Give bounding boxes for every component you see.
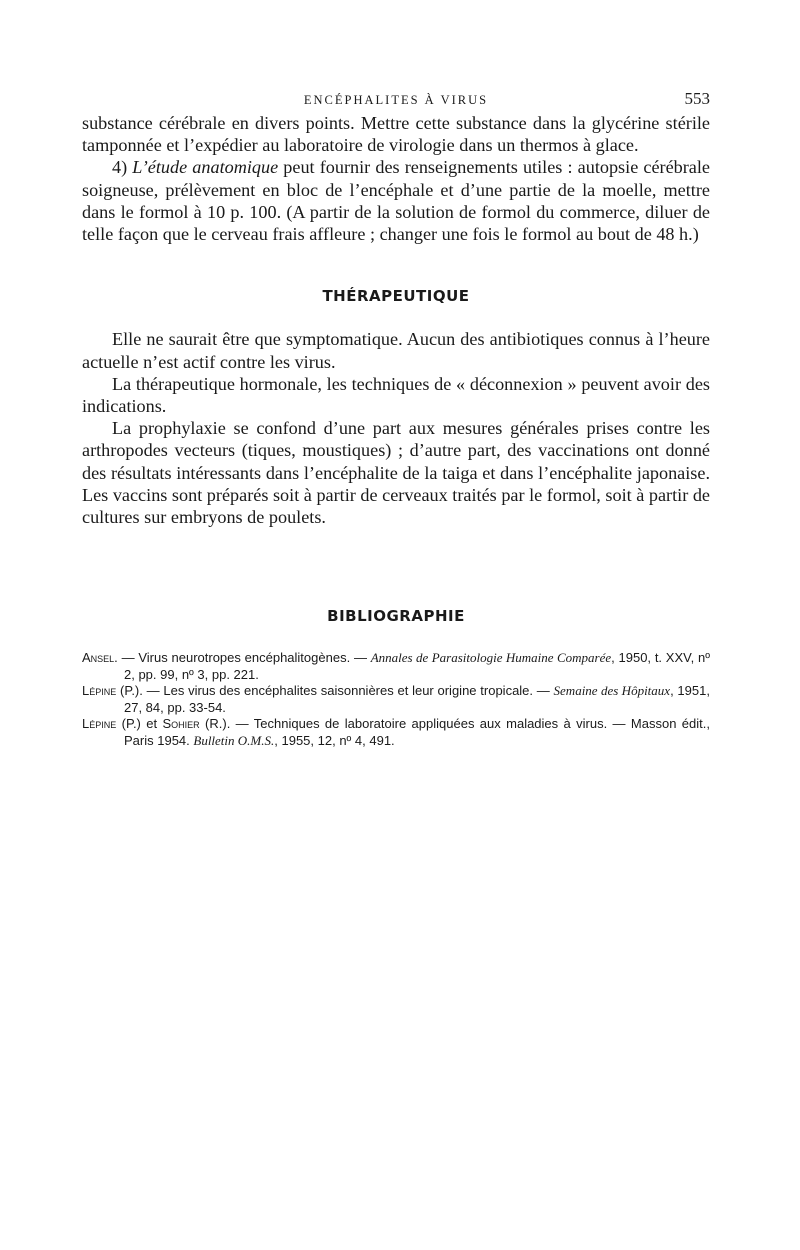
paragraph-anatomical-study: [82, 156, 710, 245]
author-name: Ansel.: [82, 650, 118, 666]
entry-text: . — Techniques de laboratoire appliquées aux maladies à virus. — Masson édit., Paris 1954.: [124, 716, 710, 748]
running-title: ENCÉPHALITES À VIRUS: [303, 93, 489, 107]
journal-title: Bulletin O.M.S.: [193, 732, 275, 748]
journal-title: Annales de Parasitologie Humaine Comparée: [370, 650, 612, 666]
bibliography-list: [82, 650, 710, 749]
italic-term: L’étude anatomique: [132, 157, 279, 178]
paragraph-therapeutique-2: La thérapeutique hormonale, les techniques de « déconnexion » peuvent avoir des indications.: [82, 373, 710, 417]
entry-details: , 1955, 12, nº 4, 491.: [274, 732, 395, 748]
document-page: [82, 88, 710, 749]
author-initial: (P.) et: [116, 716, 163, 732]
author-name: Sohier: [162, 716, 200, 732]
main-text: [82, 112, 710, 627]
entry-details: , 1950, t. XXV, nº 2, pp. 99, nº 3, pp. 221.: [124, 650, 710, 682]
bibliography-entry: [82, 650, 710, 683]
entry-text: — Virus neurotropes encéphalitogènes. —: [117, 650, 371, 666]
author-initial: (P.): [116, 683, 140, 699]
page-number: 553: [684, 89, 710, 108]
paragraph-continuation: substance cérébrale en divers points. Mettre cette substance dans la glycérine stérile tamponnée et l’expédier au laboratoire de virologie dans un thermos à glace.: [82, 113, 710, 156]
section-heading-therapeutique: THÉRAPEUTIQUE: [322, 287, 470, 306]
author-name: Lépine: [82, 716, 117, 732]
paragraph-body: peut fournir des renseignements utiles : autopsie cérébrale soigneuse, prélèvement en bloc de l’encéphale et d’une partie de la moelle, mettre dans le formol à 10 p. 100. (A partir de la solution de formol du commerce, diluer de telle façon que le cerveau frais affleure ; changer une fois le formol au bout de 48 h.): [82, 157, 711, 245]
author-initial: (R.): [199, 716, 227, 732]
bibliography-entry: [82, 716, 710, 749]
paragraph-therapeutique-3: La prophylaxie se confond d’une part aux mesures générales prises contre les arthropodes vecteurs (tiques, moustiques) ; d’autre part, des vaccinations ont donné des résultats intéressants dans l’encéphalite de la taiga et dans l’encéphalite japonaise. Les vaccins sont préparés soit à partir de cerveaux traités par le formol, soit à partir de cultures sur embryons de poulets.: [82, 418, 710, 528]
running-header: [82, 88, 710, 112]
item-number: 4): [112, 157, 133, 178]
author-name: Lépine: [82, 683, 117, 699]
bibliography-entry: [82, 683, 710, 716]
entry-text: . — Les virus des encéphalites saisonnières et leur origine tropicale. —: [139, 683, 554, 699]
paragraph-therapeutique-1: Elle ne saurait être que symptomatique. Aucun des antibiotiques connus à l’heure actuelle n’est actif contre les virus.: [82, 329, 710, 372]
entry-details: , 1951, 27, 84, pp. 33-54.: [124, 683, 710, 715]
journal-title: Semaine des Hôpitaux: [553, 683, 671, 699]
section-heading-bibliographie: BIBLIOGRAPHIE: [327, 607, 465, 626]
